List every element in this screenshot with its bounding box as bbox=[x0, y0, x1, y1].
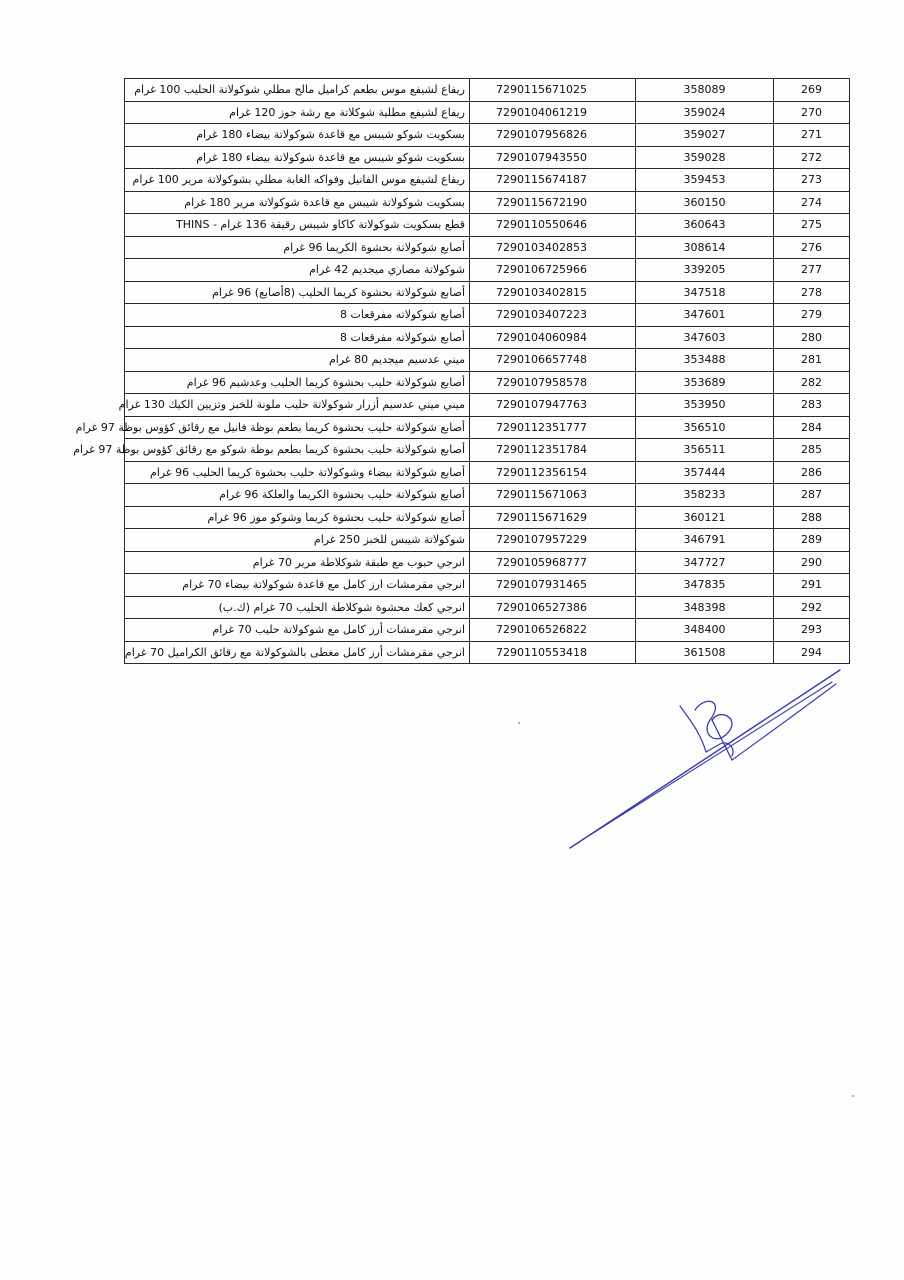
barcode-cell: 7290107931465 bbox=[470, 574, 636, 597]
barcode-cell: 7290115671063 bbox=[470, 484, 636, 507]
item-code-cell: 359027 bbox=[636, 124, 774, 147]
item-code-cell: 357444 bbox=[636, 461, 774, 484]
barcode-cell: 7290110550646 bbox=[470, 214, 636, 237]
row-number-cell: 281 bbox=[774, 349, 850, 372]
table-row bbox=[125, 259, 850, 282]
item-code-cell: 353950 bbox=[636, 394, 774, 417]
table-row bbox=[125, 304, 850, 327]
barcode-cell: 7290105968777 bbox=[470, 551, 636, 574]
row-number-cell: 280 bbox=[774, 326, 850, 349]
product-name-cell: ريفاع لشيفع موس الفانيل وفواكه الغابة مطلي بشوكولاتة مرير 100 غرام bbox=[125, 169, 470, 192]
product-name-cell: أصابع شوكولاتة حليب بحشوة كريما الحليب وعدشيم 96 غرام bbox=[125, 371, 470, 394]
product-name-cell: بسكويت شوكو شيبس مع قاعدة شوكولاتة بيضاء 180 غرام bbox=[125, 146, 470, 169]
item-code-cell: 356511 bbox=[636, 439, 774, 462]
item-code-cell: 347835 bbox=[636, 574, 774, 597]
barcode-cell: 7290112351777 bbox=[470, 416, 636, 439]
product-name-cell: بسكويت شوكو شيبس مع قاعدة شوكولاتة بيضاء 180 غرام bbox=[125, 124, 470, 147]
row-number-cell: 289 bbox=[774, 529, 850, 552]
barcode-cell: 7290106526822 bbox=[470, 619, 636, 642]
product-name-cell: ريفاع لشيفع موس بطعم كراميل مالح مطلي شوكولاتة الحليب 100 غرام bbox=[125, 79, 470, 102]
item-code-cell: 358233 bbox=[636, 484, 774, 507]
barcode-cell: 7290110553418 bbox=[470, 641, 636, 664]
product-name-cell: أصابع شوكولاتة حليب بحشوة كريما بطعم بوظة فانيل مع رقائق كؤوس بوظة 97 غرام bbox=[125, 416, 470, 439]
product-name-cell: ريفاع لشيفع مطلية شوكلاتة مع رشة جوز 120 غرام bbox=[125, 101, 470, 124]
barcode-cell: 7290107943550 bbox=[470, 146, 636, 169]
table-row bbox=[125, 79, 850, 102]
barcode-cell: 7290112351784 bbox=[470, 439, 636, 462]
barcode-cell: 7290103402815 bbox=[470, 281, 636, 304]
table-row bbox=[125, 461, 850, 484]
item-code-cell: 353689 bbox=[636, 371, 774, 394]
product-name-cell: انرجي كعك محشوة شوكلاطة الحليب 70 غرام (ك.ب) bbox=[125, 596, 470, 619]
signature-tail-stroke bbox=[732, 684, 836, 760]
table-row bbox=[125, 439, 850, 462]
table-row bbox=[125, 101, 850, 124]
table-row bbox=[125, 416, 850, 439]
table-row bbox=[125, 371, 850, 394]
scan-speck bbox=[852, 1095, 854, 1097]
product-name-cell: أصابع شوكولاتة حليب بحشوة كريما بطعم بوظة شوكو مع رقائق كؤوس بوظة 97 غرام bbox=[125, 439, 470, 462]
item-code-cell: 359453 bbox=[636, 169, 774, 192]
barcode-cell: 7290107956826 bbox=[470, 124, 636, 147]
item-code-cell: 308614 bbox=[636, 236, 774, 259]
row-number-cell: 285 bbox=[774, 439, 850, 462]
barcode-cell: 7290115674187 bbox=[470, 169, 636, 192]
barcode-cell: 7290104061219 bbox=[470, 101, 636, 124]
product-name-cell: ميني عدسيم ميجديم 80 غرام bbox=[125, 349, 470, 372]
barcode-cell: 7290107947763 bbox=[470, 394, 636, 417]
barcode-cell: 7290106725966 bbox=[470, 259, 636, 282]
item-code-cell: 360121 bbox=[636, 506, 774, 529]
row-number-cell: 274 bbox=[774, 191, 850, 214]
signature-hook-stroke bbox=[680, 706, 733, 756]
product-name-cell: انرجي مقرمشات أرز كامل مغطى بالشوكولاتة مع رقائق الكراميل 70 غرام bbox=[125, 641, 470, 664]
table-row bbox=[125, 529, 850, 552]
row-number-cell: 291 bbox=[774, 574, 850, 597]
row-number-cell: 270 bbox=[774, 101, 850, 124]
row-number-cell: 290 bbox=[774, 551, 850, 574]
item-code-cell: 356510 bbox=[636, 416, 774, 439]
table-row bbox=[125, 484, 850, 507]
item-code-cell: 346791 bbox=[636, 529, 774, 552]
row-number-cell: 269 bbox=[774, 79, 850, 102]
barcode-cell: 7290107957229 bbox=[470, 529, 636, 552]
table-row bbox=[125, 236, 850, 259]
product-name-cell: أصابع شوكولاتة بحشوة كريما الحليب (8أصابع) 96 غرام bbox=[125, 281, 470, 304]
table-row bbox=[125, 191, 850, 214]
product-name-cell: أصابع شوكولاته مفرقعات 8 bbox=[125, 326, 470, 349]
products-table bbox=[73, 78, 850, 664]
product-name-cell: شوكولاتة مصاري ميجديم 42 غرام bbox=[125, 259, 470, 282]
row-number-cell: 293 bbox=[774, 619, 850, 642]
barcode-cell: 7290115671629 bbox=[470, 506, 636, 529]
signature-loop-stroke bbox=[695, 701, 732, 760]
product-name-cell: قطع بسكويت شوكولاتة كاكاو شيبس رقيقة 136 غرام - THINS bbox=[125, 214, 470, 237]
product-name-cell: بسكويت شوكولاتة شيبس مع قاعدة شوكولاتة مرير 180 غرام bbox=[125, 191, 470, 214]
product-name-cell: أصابع شوكولاتة بحشوة الكريما 96 غرام bbox=[125, 236, 470, 259]
barcode-cell: 7290115672190 bbox=[470, 191, 636, 214]
item-code-cell: 359028 bbox=[636, 146, 774, 169]
table-row bbox=[125, 169, 850, 192]
table-row bbox=[125, 596, 850, 619]
item-code-cell: 360150 bbox=[636, 191, 774, 214]
product-name-cell: شوكولاتة شيبس للخبز 250 غرام bbox=[125, 529, 470, 552]
products-table-body bbox=[73, 79, 850, 664]
barcode-cell: 7290106657748 bbox=[470, 349, 636, 372]
table-row bbox=[125, 326, 850, 349]
item-code-cell: 358089 bbox=[636, 79, 774, 102]
row-number-cell: 271 bbox=[774, 124, 850, 147]
row-number-cell: 275 bbox=[774, 214, 850, 237]
row-number-cell: 278 bbox=[774, 281, 850, 304]
item-code-cell: 361508 bbox=[636, 641, 774, 664]
scan-speck bbox=[518, 722, 520, 724]
product-name-cell: انرجي مقرمشات ارز كامل مع قاعدة شوكولاتة بيضاء 70 غرام bbox=[125, 574, 470, 597]
barcode-cell: 7290115671025 bbox=[470, 79, 636, 102]
row-number-cell: 277 bbox=[774, 259, 850, 282]
table-row bbox=[125, 619, 850, 642]
table-row bbox=[125, 574, 850, 597]
product-name-cell: انرجي مقرمشات أرز كامل مع شوكولاتة حليب 70 غرام bbox=[125, 619, 470, 642]
row-number-cell: 279 bbox=[774, 304, 850, 327]
item-code-cell: 347603 bbox=[636, 326, 774, 349]
table-row bbox=[125, 281, 850, 304]
row-number-cell: 283 bbox=[774, 394, 850, 417]
product-name-cell: أصابع شوكولاتة بيضاء وشوكولاتة حليب بحشوة كريما الحليب 96 غرام bbox=[125, 461, 470, 484]
product-name-cell: انرجي حبوب مع طبقة شوكلاطة مرير 70 غرام bbox=[125, 551, 470, 574]
table-row bbox=[125, 551, 850, 574]
item-code-cell: 347601 bbox=[636, 304, 774, 327]
row-number-cell: 276 bbox=[774, 236, 850, 259]
table-row bbox=[125, 146, 850, 169]
row-number-cell: 292 bbox=[774, 596, 850, 619]
item-code-cell: 360643 bbox=[636, 214, 774, 237]
barcode-cell: 7290112356154 bbox=[470, 461, 636, 484]
item-code-cell: 347727 bbox=[636, 551, 774, 574]
table-row bbox=[125, 506, 850, 529]
item-code-cell: 348398 bbox=[636, 596, 774, 619]
item-code-cell: 353488 bbox=[636, 349, 774, 372]
item-code-cell: 359024 bbox=[636, 101, 774, 124]
row-number-cell: 272 bbox=[774, 146, 850, 169]
table-row bbox=[125, 124, 850, 147]
item-code-cell: 347518 bbox=[636, 281, 774, 304]
handwritten-signature bbox=[560, 660, 850, 860]
row-number-cell: 273 bbox=[774, 169, 850, 192]
barcode-cell: 7290104060984 bbox=[470, 326, 636, 349]
row-number-cell: 282 bbox=[774, 371, 850, 394]
row-number-cell: 284 bbox=[774, 416, 850, 439]
row-number-cell: 286 bbox=[774, 461, 850, 484]
product-name-cell: ميني ميني عدسيم أزرار شوكولاتة حليب ملونة للخبز وتزيين الكيك 130 غرام bbox=[125, 394, 470, 417]
product-name-cell: أصابع شوكولاتة حليب بحشوة الكريما والعلكة 96 غرام bbox=[125, 484, 470, 507]
item-code-cell: 348400 bbox=[636, 619, 774, 642]
table-row bbox=[125, 349, 850, 372]
row-number-cell: 287 bbox=[774, 484, 850, 507]
barcode-cell: 7290103407223 bbox=[470, 304, 636, 327]
product-name-cell: أصابع شوكولاته مفرقعات 8 bbox=[125, 304, 470, 327]
item-code-cell: 339205 bbox=[636, 259, 774, 282]
table-row bbox=[125, 394, 850, 417]
barcode-cell: 7290103402853 bbox=[470, 236, 636, 259]
row-number-cell: 294 bbox=[774, 641, 850, 664]
table-row bbox=[125, 214, 850, 237]
row-number-cell: 288 bbox=[774, 506, 850, 529]
barcode-cell: 7290106527386 bbox=[470, 596, 636, 619]
product-name-cell: أصابع شوكولاتة حليب بحشوة كريما وشوكو موز 96 غرام bbox=[125, 506, 470, 529]
signature-parallel-stroke bbox=[590, 682, 832, 835]
signature-long-stroke bbox=[570, 670, 840, 848]
barcode-cell: 7290107958578 bbox=[470, 371, 636, 394]
